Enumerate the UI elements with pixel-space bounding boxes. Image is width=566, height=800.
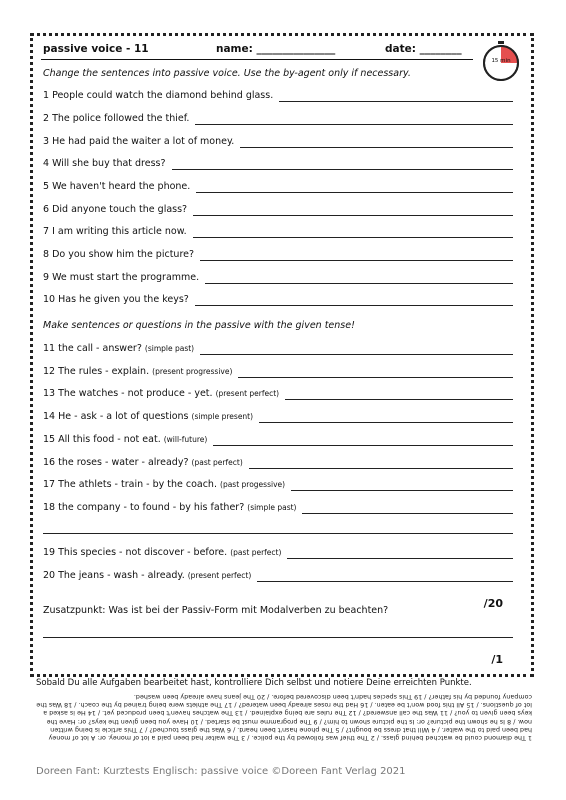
answer-key-upside-down: 1 The diamond could be watched behind glass. / 2 The thief was followed by the police. / 3 The waiter had been paid a lot of money. or: A lot of money had been paid to the waiter. / 4 Will that dress be bought? / 5 The phone hasn't been heard. / 6 Was the glass touched? / 7 This article is being written now. / 8 Is he shown the picture? or: Is the picture shown to him? / 9 The programme must be started. / 10 Have you been given the keys? or: Have the keys been given to you? / 11 Was the call answered? / 12 The rules are being explained. / 13 The watches haven't been produced yet. / 14 He is asked a lot of questions. / 15 All this food won't be eaten. / 16 Had the roses already been watered? / 17 The athlets were being trained by the coach. / 18 Was the company founded by his father? / 19 This species hadn't been discovered before. / 20 The jeans have already been washed. [36,693,532,743]
self-check-note: Sobald Du alle Aufgaben bearbeitet hast, kontrolliere Dich selbst und notiere Deine erreichten Punkte. [36,678,472,688]
score-main: /20 [483,597,503,610]
answer-line[interactable] [195,305,513,306]
part1-item-1 [43,90,521,104]
part2-item-10 [43,570,521,584]
exercise-prompt [43,249,196,260]
tense-hint: (present perfect) [215,389,280,398]
prompt-text: 9 We must start the programme. [43,272,200,283]
part2-item-4 [43,411,521,425]
exercise-prompt [43,502,298,513]
worksheet [30,33,534,677]
exercise-prompt [43,434,209,445]
part1-item-3 [43,136,521,150]
answer-line[interactable] [200,354,513,355]
part2-item-9 [43,547,521,561]
part2-item-2 [43,366,521,380]
copyright-footer: Doreen Fant: Kurztests Englisch: passive voice ©Doreen Fant Verlag 2021 [36,766,406,777]
exercise-prompt [43,343,196,354]
exercise-prompt [43,547,283,558]
answer-line[interactable] [172,169,513,170]
timer-label: 15 min [491,58,511,64]
part1-item-9 [43,272,521,286]
part2-item-5 [43,434,521,448]
answer-line[interactable] [291,490,513,491]
exercise-prompt [43,411,255,422]
exercise-prompt [43,136,236,147]
prompt-text: 13 The watches - not produce - yet. [43,388,213,399]
answer-line[interactable] [205,283,513,284]
answer-line[interactable] [240,147,513,148]
part2-item-8 [43,502,521,516]
tense-hint: (past perfect) [230,548,282,557]
part2-item-3 [43,388,521,402]
part2-item-1 [43,343,521,357]
bonus-answer-line[interactable] [43,637,513,638]
prompt-text: 16 the roses - water - already? [43,457,189,468]
prompt-text: 10 Has he given you the keys? [43,294,189,305]
tense-hint: (simple past) [144,344,195,353]
part1-item-6 [43,204,521,218]
exercise-prompt [43,204,189,215]
answer-line[interactable] [257,581,513,582]
exercise-prompt [43,181,192,192]
part1-item-10 [43,294,521,308]
part1-item-5 [43,181,521,195]
exercise-prompt [43,457,245,468]
answer-line[interactable] [238,377,513,378]
prompt-text: 4 Will she buy that dress? [43,158,166,169]
prompt-text: 3 He had paid the waiter a lot of money. [43,136,235,147]
date-field-label: date: ________ [385,43,462,55]
prompt-text: 2 The police followed the thief. [43,113,190,124]
exercise-prompt [43,366,234,377]
tense-hint: (past progessive) [220,480,286,489]
tense-hint: (simple past) [247,503,297,512]
exercise-prompt [43,113,191,124]
prompt-text: 20 The jeans - wash - already. [43,570,185,581]
exercise-prompt [43,272,201,283]
exercise-prompt [43,294,191,305]
prompt-text: 1 People could watch the diamond behind glass. [43,90,274,101]
answer-line[interactable] [200,260,513,261]
instruction-part2: Make sentences or questions in the passive with the given tense! [43,320,355,331]
prompt-text: 14 He - ask - a lot of questions [43,411,189,422]
score-bonus: /1 [491,653,503,666]
exercise-prompt [43,570,253,581]
answer-line[interactable] [193,237,513,238]
header-rule [41,59,473,60]
name-field-label: name: _______________ [216,43,336,55]
exercise-prompt [43,90,275,101]
answer-line[interactable] [287,558,513,559]
prompt-text: 12 The rules - explain. [43,366,150,377]
prompt-text: 15 All this food - not eat. [43,434,161,445]
part1-item-2 [43,113,521,127]
answer-line[interactable] [213,445,513,446]
part1-item-7 [43,226,521,240]
answer-line[interactable] [193,215,513,216]
prompt-text: 6 Did anyone touch the glass? [43,204,188,215]
prompt-text: 7 I am writing this article now. [43,226,187,237]
worksheet-title: passive voice - 11 [43,43,149,55]
answer-line[interactable] [249,468,513,469]
tense-hint: (will-future) [163,435,208,444]
part2-item-6 [43,457,521,471]
answer-line-18-continued[interactable] [43,533,513,534]
instruction-part1: Change the sentences into passive voice. Use the by-agent only if necessary. [43,68,411,79]
prompt-text: 8 Do you show him the picture? [43,249,195,260]
prompt-text: 19 This species - not discover - before. [43,547,228,558]
tense-hint: (present perfect) [187,571,252,580]
tense-hint: (present progressive) [152,367,233,376]
tense-hint: (simple present) [191,412,254,421]
exercise-prompt [43,388,281,399]
bonus-question: Zusatzpunkt: Was ist bei der Passiv-Form mit Modalverben zu beachten? [43,605,389,616]
prompt-text: 17 The athlets - train - by the coach. [43,479,217,490]
part1-item-4 [43,158,521,172]
prompt-text: 11 the call - answer? [43,343,142,354]
answer-line[interactable] [279,101,513,102]
answer-line[interactable] [302,513,513,514]
exercise-prompt [43,226,189,237]
part2-item-7 [43,479,521,493]
answer-line[interactable] [285,399,513,400]
exercise-prompt [43,158,168,169]
exercise-prompt [43,479,287,490]
answer-line[interactable] [195,124,513,125]
prompt-text: 5 We haven't heard the phone. [43,181,191,192]
tense-hint: (past perfect) [191,458,243,467]
part1-item-8 [43,249,521,263]
answer-line[interactable] [196,192,513,193]
answer-line[interactable] [259,422,513,423]
stopwatch-icon [480,40,522,82]
prompt-text: 18 the company - to found - by his father? [43,502,245,513]
